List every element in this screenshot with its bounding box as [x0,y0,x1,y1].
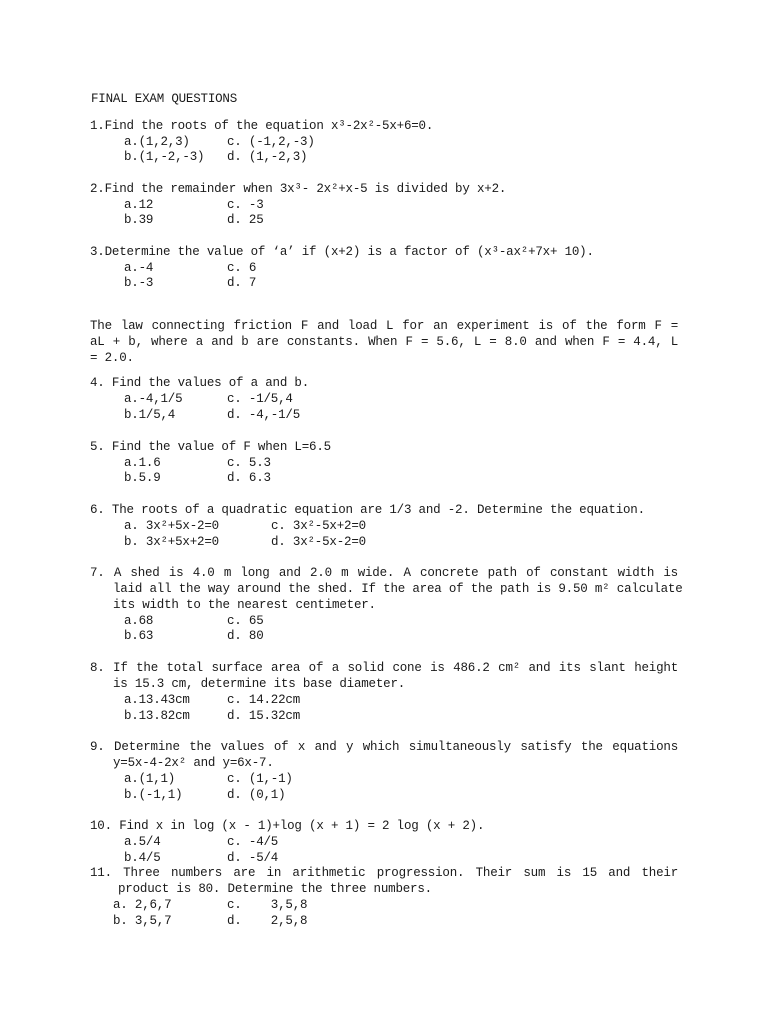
question-6-stem: 6. The roots of a quadratic equation are 1/3 and -2. Determine the equation. [90,503,645,517]
question-11-option-c: c. 3,5,8 [227,898,308,912]
question-8-stem-line-2: is 15.3 cm, determine its base diameter. [113,677,406,691]
question-10-stem: 10. Find x in log (x - 1)+log (x + 1) = 2 log (x + 2). [90,819,485,833]
question-11-stem-line-2: product is 80. Determine the three numbers. [118,882,432,896]
question-2-option-d: d. 25 [227,213,264,227]
question-5-option-b: b.5.9 [124,471,161,485]
question-3-option-b: b.-3 [124,276,154,290]
question-9-option-a: a.(1,1) [124,772,176,786]
question-4-option-c: c. -1/5,4 [227,392,293,406]
question-7-option-c: c. 65 [227,614,264,628]
question-10-option-b: b.4/5 [124,851,161,865]
question-3-option-a: a.-4 [124,261,154,275]
question-10-option-c: c. -4/5 [227,835,279,849]
question-8-option-a: a.13.43cm [124,693,190,707]
question-5-option-d: d. 6.3 [227,471,271,485]
question-9-option-c: c. (1,-1) [227,772,293,786]
question-10-option-d: d. -5/4 [227,851,279,865]
question-5-option-a: a.1.6 [124,456,161,470]
passage-line-2: aL + b, where a and b are constants. When F = 5.6, L = 8.0 and when F = 4.4, L [90,335,678,349]
question-1-stem: 1.Find the roots of the equation x³-2x²-5x+6=0. [90,119,434,133]
question-11-option-a: a. 2,6,7 [113,898,172,912]
question-7-stem-line-1: 7. A shed is 4.0 m long and 2.0 m wide. A concrete path of constant width is [90,566,678,580]
question-7-stem-line-3: its width to the nearest centimeter. [113,598,376,612]
question-8-option-c: c. 14.22cm [227,693,301,707]
question-1-option-a: a.(1,2,3) [124,135,190,149]
question-8-option-d: d. 15.32cm [227,709,301,723]
question-2-option-b: b.39 [124,213,154,227]
question-1-option-d: d. (1,-2,3) [227,150,308,164]
question-10-option-a: a.5/4 [124,835,161,849]
question-5-option-c: c. 5.3 [227,456,271,470]
question-6-option-d: d. 3x²-5x-2=0 [271,535,366,549]
passage-line-3: = 2.0. [90,351,134,365]
question-8-option-b: b.13.82cm [124,709,190,723]
question-3-stem: 3.Determine the value of ‘a’ if (x+2) is a factor of (x³-ax²+7x+ 10). [90,245,594,259]
question-11-stem-line-1: 11. Three numbers are in arithmetic progression. Their sum is 15 and their [90,866,678,880]
page-title: FINAL EXAM QUESTIONS [91,92,238,106]
question-8-stem-line-1: 8. If the total surface area of a solid cone is 486.2 cm² and its slant height [90,661,678,675]
question-9-option-b: b.(-1,1) [124,788,183,802]
passage-line-1: The law connecting friction F and load L for an experiment is of the form F = [90,319,678,333]
question-5-stem: 5. Find the value of F when L=6.5 [90,440,331,454]
question-7-stem-line-2: laid all the way around the shed. If the area of the path is 9.50 m² calculate [113,582,683,596]
question-4-option-a: a.-4,1/5 [124,392,183,406]
question-4-option-b: b.1/5,4 [124,408,176,422]
question-1-option-c: c. (-1,2,-3) [227,135,315,149]
question-7-option-b: b.63 [124,629,154,643]
question-9-stem-line-1: 9. Determine the values of x and y which simultaneously satisfy the equations [90,740,678,754]
question-9-stem-line-2: y=5x-4-2x² and y=6x-7. [113,756,274,770]
question-2-option-a: a.12 [124,198,154,212]
question-7-option-d: d. 80 [227,629,264,643]
question-7-option-a: a.68 [124,614,154,628]
question-6-option-a: a. 3x²+5x-2=0 [124,519,219,533]
question-2-option-c: c. -3 [227,198,264,212]
question-11-option-d: d. 2,5,8 [227,914,308,928]
question-6-option-b: b. 3x²+5x+2=0 [124,535,219,549]
question-4-stem: 4. Find the values of a and b. [90,376,310,390]
question-11-option-b: b. 3,5,7 [113,914,172,928]
question-2-stem: 2.Find the remainder when 3x³- 2x²+x-5 is divided by x+2. [90,182,507,196]
question-6-option-c: c. 3x²-5x+2=0 [271,519,366,533]
question-4-option-d: d. -4,-1/5 [227,408,301,422]
question-1-option-b: b.(1,-2,-3) [124,150,205,164]
question-3-option-c: c. 6 [227,261,257,275]
question-3-option-d: d. 7 [227,276,257,290]
question-9-option-d: d. (0,1) [227,788,286,802]
